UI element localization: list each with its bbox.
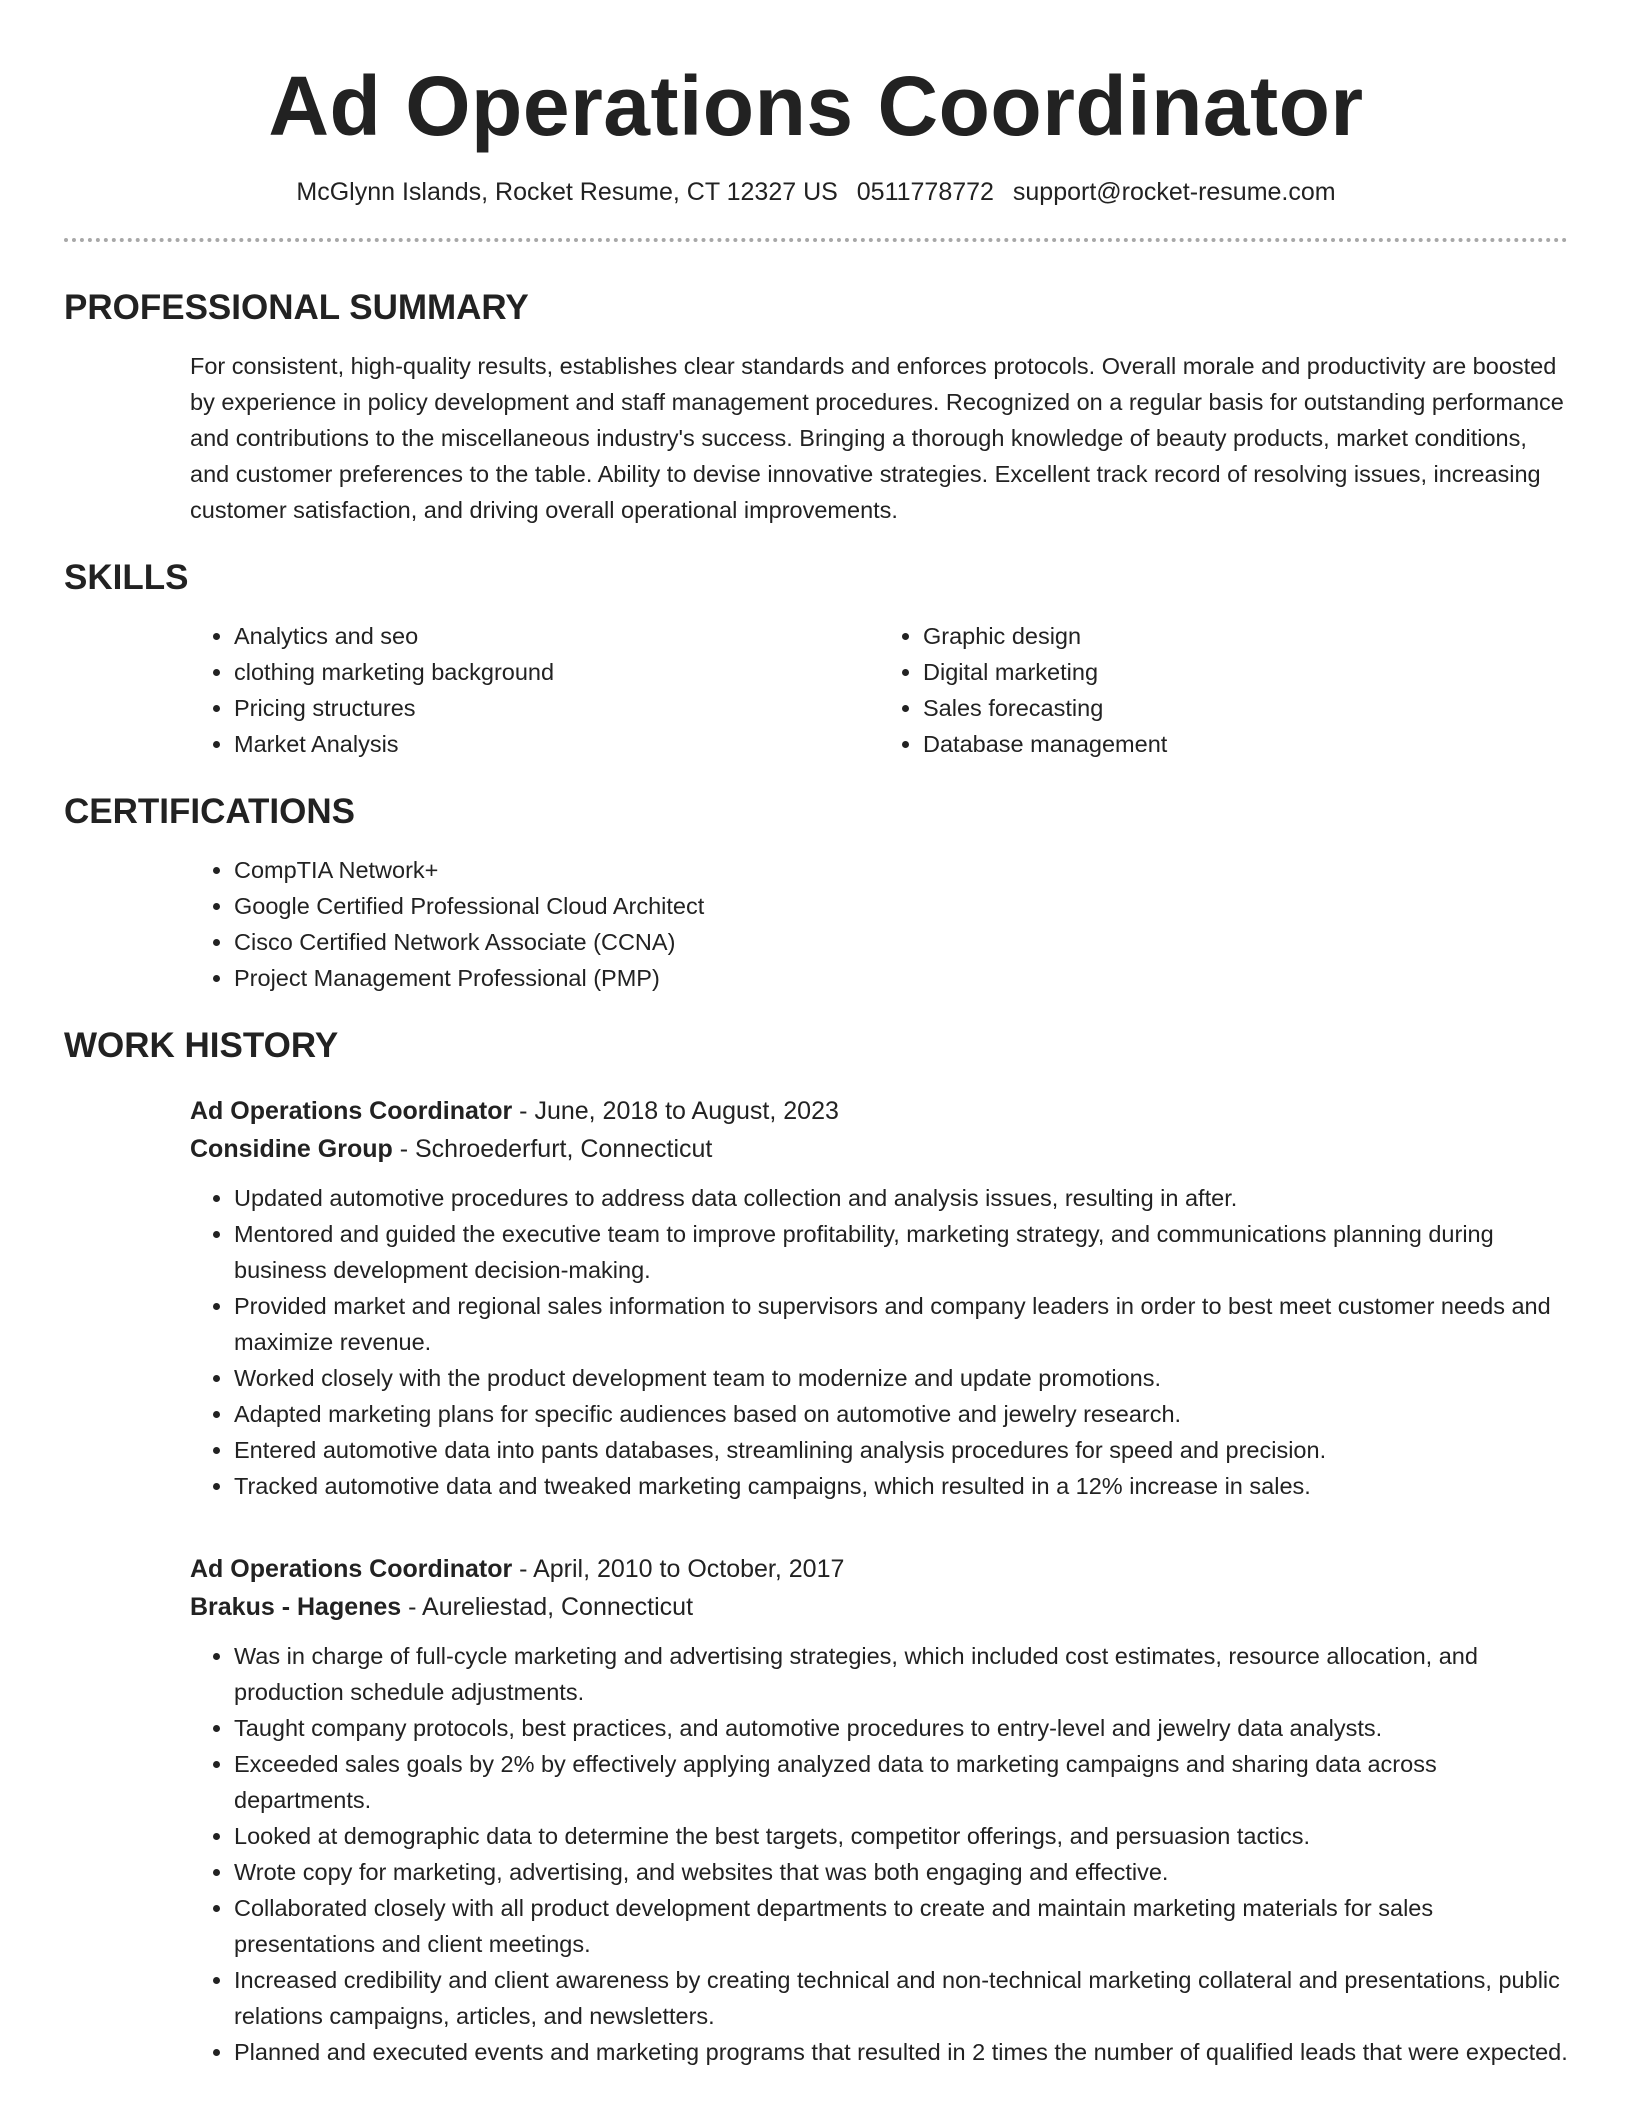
job-bullet: • Increased credibility and client awareness by creating technical and non-technical marketing collateral and presentations, public relations campaigns, articles, and newsletters. <box>234 1962 1568 2034</box>
job-bullet: • Mentored and guided the executive team to improve profitability, marketing strategy, and communications planning during business development decision-making. <box>234 1216 1568 1288</box>
job-bullet: • Tracked automotive data and tweaked marketing campaigns, which resulted in a 12% increase in sales. <box>234 1468 1568 1504</box>
job-title-line <box>190 1092 1568 1130</box>
job-bullet: • Provided market and regional sales information to supervisors and company leaders in order to best meet customer needs and maximize revenue. <box>234 1288 1568 1360</box>
certifications-heading: CERTIFICATIONS <box>64 792 356 831</box>
skill-item: • Digital marketing <box>923 654 1568 690</box>
certifications-bullets <box>190 852 1568 996</box>
skills-list <box>190 618 1568 762</box>
certification-item: • CompTIA Network+ <box>234 852 1568 888</box>
skill-item: • clothing marketing background <box>234 654 879 690</box>
job-bullet: • Updated automotive procedures to address data collection and analysis issues, resulting in after. <box>234 1180 1568 1216</box>
job-bullet: • Was in charge of full-cycle marketing and advertising strategies, which included cost estimates, resource allocation, and production schedule adjustments. <box>234 1638 1568 1710</box>
job-location: - Schroederfurt, Connecticut <box>392 1135 713 1163</box>
job-entry <box>190 1092 1568 1504</box>
skills-heading: SKILLS <box>64 558 189 597</box>
job-bullet: • Entered automotive data into pants databases, streamlining analysis procedures for speed and precision. <box>234 1432 1568 1468</box>
skills-column-left <box>190 618 879 762</box>
header-divider <box>64 238 1568 242</box>
job-role: Ad Operations Coordinator <box>190 1555 513 1583</box>
job-company-line <box>190 1130 1568 1168</box>
job-company-line <box>190 1588 1568 1626</box>
summary-text: For consistent, high-quality results, establishes clear standards and enforces protocols. Overall morale and productivity are boosted by experience in policy development and staff management procedures. Recognized on a regular basis for outstanding performance and contributions to the miscellaneous industry's success. Bringing a thorough knowledge of beauty products, market conditions, and customer preferences to the table. Ability to devise innovative strategies. Excellent track record of resolving issues, increasing customer satisfaction, and driving overall operational improvements. <box>190 353 1564 523</box>
job-bullet: • Wrote copy for marketing, advertising, and websites that was both engaging and effective. <box>234 1854 1568 1890</box>
contact-phone: 0511778772 <box>856 178 994 206</box>
job-bullet: • Collaborated closely with all product development departments to create and maintain marketing materials for sales presentations and client meetings. <box>234 1890 1568 1962</box>
skill-item: • Pricing structures <box>234 690 879 726</box>
certification-item: • Cisco Certified Network Associate (CCNA) <box>234 924 1568 960</box>
job-company: Considine Group <box>190 1135 393 1163</box>
job-bullet: • Planned and executed events and marketing programs that resulted in 2 times the number of qualified leads that were expected. <box>234 2034 1568 2070</box>
job-bullet: • Exceeded sales goals by 2% by effectively applying analyzed data to marketing campaigns and sharing data across departments. <box>234 1746 1568 1818</box>
job-dates: - June, 2018 to August, 2023 <box>512 1097 839 1125</box>
job-location: - Aureliestad, Connecticut <box>401 1593 694 1621</box>
job-bullets <box>190 1180 1568 1504</box>
job-role: Ad Operations Coordinator <box>190 1097 513 1125</box>
skills-column-right <box>879 618 1568 762</box>
candidate-name: Ad Operations Coordinator <box>268 59 1364 153</box>
certification-item: • Project Management Professional (PMP) <box>234 960 1568 996</box>
job-bullet: • Looked at demographic data to determine the best targets, competitor offerings, and persuasion tactics. <box>234 1818 1568 1854</box>
job-title-line <box>190 1550 1568 1588</box>
job-entry <box>190 1550 1568 2070</box>
work-history-heading: WORK HISTORY <box>64 1026 339 1065</box>
skill-item: • Database management <box>923 726 1568 762</box>
contact-email: support@rocket-resume.com <box>1012 178 1336 206</box>
job-bullet: • Taught company protocols, best practices, and automotive procedures to entry-level and jewelry data analysts. <box>234 1710 1568 1746</box>
summary-heading: PROFESSIONAL SUMMARY <box>64 288 529 327</box>
job-bullets <box>190 1638 1568 2070</box>
contact-address: McGlynn Islands, Rocket Resume, CT 12327 US <box>296 178 838 206</box>
job-company: Brakus - Hagenes <box>190 1593 402 1621</box>
contact-line <box>64 176 1568 208</box>
job-dates: - April, 2010 to October, 2017 <box>512 1555 845 1583</box>
resume-page <box>64 0 1568 2070</box>
certifications-list <box>190 852 1568 996</box>
skill-item: • Market Analysis <box>234 726 879 762</box>
job-bullet: • Adapted marketing plans for specific audiences based on automotive and jewelry research. <box>234 1396 1568 1432</box>
certification-item: • Google Certified Professional Cloud Architect <box>234 888 1568 924</box>
job-bullet: • Worked closely with the product development team to modernize and update promotions. <box>234 1360 1568 1396</box>
skill-item: • Graphic design <box>923 618 1568 654</box>
skill-item: • Sales forecasting <box>923 690 1568 726</box>
skill-item: • Analytics and seo <box>234 618 879 654</box>
